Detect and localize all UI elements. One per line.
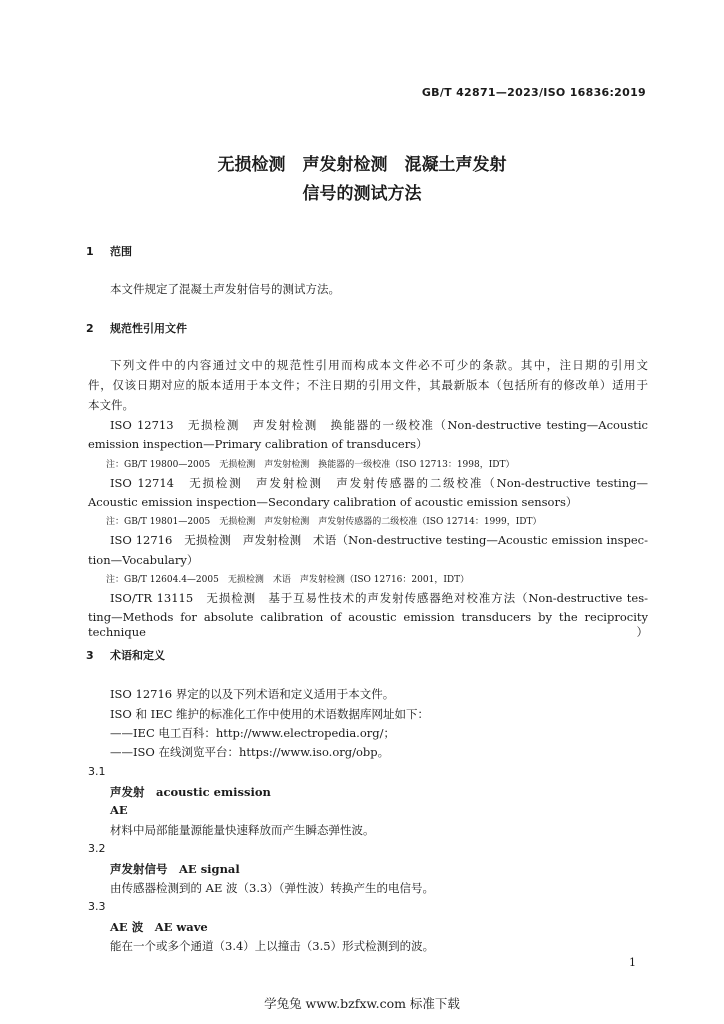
term-definition: 材料中局部能量源能量快速释放而产生瞬态弹性波。 <box>110 823 375 837</box>
section-3-title: 术语和定义 <box>110 649 165 662</box>
term-title: AE 波 AE wave <box>110 920 208 934</box>
section-2-number: 2 <box>86 322 94 335</box>
term-definition: 由传感器检测到的 AE 波（3.3）（弹性波）转换产生的电信号。 <box>110 881 435 895</box>
term-title: 声发射 acoustic emission <box>110 785 271 799</box>
ref-2-line-2: Acoustic emission inspection—Secondary calibration of acoustic emission sensors） <box>88 495 578 509</box>
section-2-heading <box>86 320 187 336</box>
ref-1-line-1: ISO 12713 无损检测 声发射检测 换能器的一级校准（Non-destructive testing—Acoustic <box>110 418 648 432</box>
term-abbreviation: AE <box>110 803 128 817</box>
term-definition: 能在一个或多个通道（3.4）上以撞击（3.5）形式检测到的波。 <box>110 939 435 953</box>
section-1-heading <box>86 243 132 259</box>
section-1-number: 1 <box>86 245 94 258</box>
section-3-line-3: ——IEC 电工百科：http://www.electropedia.org/； <box>110 726 395 740</box>
page-number: 1 <box>629 956 636 969</box>
ref-1-line-2: emission inspection—Primary calibration of transducers） <box>88 437 428 451</box>
ref-3-note: 注：GB/T 12604.4—2005 无损检测 术语 声发射检测（ISO 12716：2001，IDT） <box>106 575 470 585</box>
ref-2-line-1: ISO 12714 无损检测 声发射检测 声发射传感器的二级校准（Non-destructive testing— <box>110 476 648 490</box>
ref-3-line-2: tion—Vocabulary） <box>88 553 199 567</box>
ref-3-line-1: ISO 12716 无损检测 声发射检测 术语（Non-destructive testing—Acoustic emission inspec- <box>110 533 648 547</box>
title-line-1: 无损检测 声发射检测 混凝土声发射 <box>217 155 507 175</box>
standard-code: GB/T 42871—2023/ISO 16836:2019 <box>421 86 646 99</box>
section-2-title: 规范性引用文件 <box>110 322 187 335</box>
ref-2-note: 注：GB/T 19801—2005 无损检测 声发射检测 声发射传感器的二级校准（ISO 12714：1999，IDT） <box>106 517 542 527</box>
title-line-2: 信号的测试方法 <box>302 184 422 204</box>
section-3-line-1: ISO 12716 界定的以及下列术语和定义适用于本文件。 <box>110 687 395 701</box>
term-title: 声发射信号 AE signal <box>110 862 240 876</box>
section-3-heading <box>86 647 165 663</box>
section-3-number: 3 <box>86 649 94 662</box>
ref-1-note: 注：GB/T 19800—2005 无损检测 声发射检测 换能器的一级校准（ISO 12713：1998，IDT） <box>106 460 515 470</box>
intro-line-2: 件，仅该日期对应的版本适用于本文件；不注日期的引用文件，其最新版本（包括所有的修改单）适用于 <box>88 378 648 392</box>
term-number: 3.3 <box>88 900 106 913</box>
section-1-title: 范围 <box>110 245 132 258</box>
intro-line-3: 本文件。 <box>88 398 134 412</box>
ref-4-line-2: ting—Methods for absolute calibration of acoustic emission transducers by the reciprocity technique） <box>88 610 648 639</box>
section-3-line-4: ——ISO 在线浏览平台：https://www.iso.org/obp。 <box>110 745 390 759</box>
intro-line-1: 下列文件中的内容通过文中的规范性引用而构成本文件必不可少的条款。其中，注日期的引用文 <box>110 358 648 372</box>
ref-4-line-1: ISO/TR 13115 无损检测 基于互易性技术的声发射传感器绝对校准方法（Non-destructive tes- <box>110 591 648 605</box>
term-number: 3.2 <box>88 842 106 855</box>
footer-watermark: 学兔兔 www.bzfxw.com 标准下载 <box>264 996 460 1011</box>
term-number: 3.1 <box>88 765 106 778</box>
section-1-body: 本文件规定了混凝土声发射信号的测试方法。 <box>110 282 340 296</box>
section-3-line-2: ISO 和 IEC 维护的标准化工作中使用的术语数据库网址如下： <box>110 707 430 721</box>
